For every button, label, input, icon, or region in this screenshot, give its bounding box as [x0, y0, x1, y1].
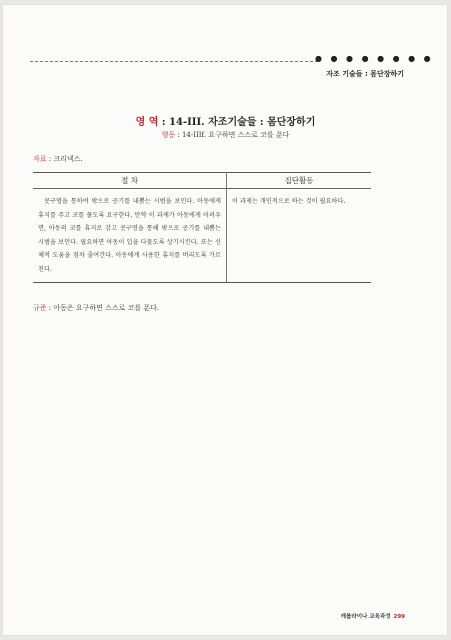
document-page	[3, 5, 447, 635]
criterion-value: : 아동은 요구하면 스스로 코를 푼다.	[46, 304, 160, 312]
group-activity-cell: 이 과제는 개인적으로 하는 것이 필요하다.	[227, 189, 372, 283]
procedure-cell	[33, 189, 227, 283]
area-label: 영 역	[135, 117, 159, 128]
behavior-label: 행동	[161, 131, 176, 139]
group-activity-header: 집단활동	[227, 173, 372, 189]
table-header-row	[33, 173, 371, 189]
criterion-label: 규준	[33, 304, 47, 312]
behavior-value: : 14-IIIf. 요구하면 스스로 코를 푼다	[175, 131, 290, 139]
procedure-header: 절 차	[33, 173, 227, 189]
materials-label: 자료	[33, 155, 47, 163]
footer-text: 캐롤라이나 교육과정	[340, 614, 391, 620]
table-row	[33, 189, 371, 283]
section-label: 자조 기술들 : 몸단장하기	[326, 70, 404, 78]
page-title	[0, 113, 451, 128]
procedure-text: 콧구멍을 통하여 밖으로 공기를 내뿜는 시범을 보인다. 아동에게 휴지를 주고 코를 풀도록 요구한다. 만약 이 과제가 아동에게 어려우면, 아동의 코를 휴지로 감고 콧구멍을 통해 밖으로 공기를 내뿜는 시범을 보인다. 필요하면 아동이 입을 다물도록 상기시킨다. 또는 신체적 도움을 점차 줄여간다. 아동에게 사용한 휴지를 버리도록 가르친다.	[38, 198, 221, 273]
header-divider	[30, 61, 318, 62]
behavior-line	[0, 130, 451, 140]
header-dots: ● ● ● ● ● ● ● ●	[315, 54, 434, 63]
procedure-table	[33, 172, 371, 283]
materials-line	[33, 154, 83, 164]
materials-value: : 크리넥스.	[46, 155, 83, 163]
criterion-line	[33, 303, 159, 313]
page-footer	[341, 612, 405, 620]
page-number: 299	[393, 614, 405, 620]
area-value: : 14-III. 자조기술들 : 몸단장하기	[158, 117, 316, 128]
